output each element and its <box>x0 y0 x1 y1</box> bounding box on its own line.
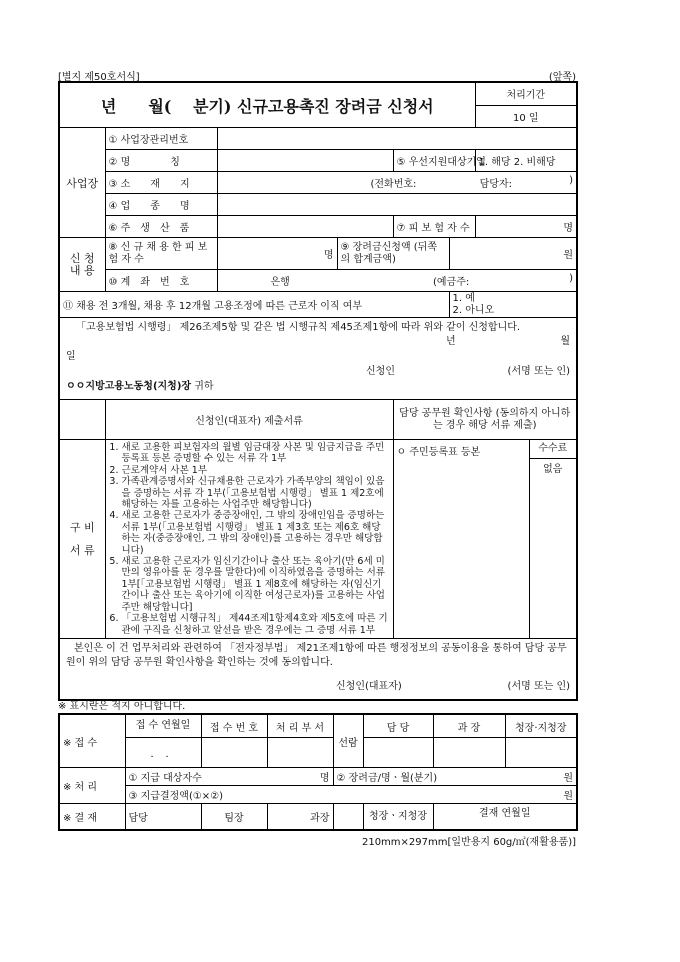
consent-block <box>59 638 577 700</box>
new-hires-input[interactable]: 명 <box>217 238 337 270</box>
official-docs-header: 담당 공무원 확인사항 (동의하지 아니하는 경우 해당 서류 제출) <box>393 400 577 440</box>
holder-label: (예금주: <box>433 277 470 288</box>
receipt-date-label: 접 수 연월일 <box>125 714 201 738</box>
doc-item-2: 2. 근로계약서 사본 1부 <box>122 465 389 476</box>
fee-cell <box>529 440 577 639</box>
documents-section-label: 구 비 서 류 <box>59 440 105 639</box>
q11-option-yes[interactable]: 1. 예 <box>452 292 475 304</box>
recipient-line <box>66 380 570 396</box>
pay-count[interactable] <box>125 768 333 786</box>
subsidy-amount-input[interactable]: 원 <box>449 238 577 270</box>
account-close: ) <box>569 273 574 284</box>
label-business-number: ① 사업장관리번호 <box>105 128 217 150</box>
approval-date[interactable]: 결재 연월일 <box>433 804 577 830</box>
label-priority: ⑤ 우선지원대상기업 <box>393 150 475 172</box>
chief-label: 과 장 <box>433 714 505 738</box>
approval-charge-label: 담당 <box>128 813 148 825</box>
dept-label: 처 리 부 서 <box>267 714 333 738</box>
dept-input[interactable] <box>267 738 333 768</box>
business-number-input[interactable] <box>217 128 577 150</box>
address-close: ) <box>569 175 574 186</box>
consent-text: 본인은 이 건 업무처리와 관련하여 「전자정부법」 제21조제1항에 따른 행정정보의 공동이용을 통하여 담당 공무원이 위의 담당 공무원 확인사항을 확인하는 것에 동의합니다. <box>66 642 567 668</box>
approval-head[interactable]: 청장ㆍ지청장 <box>363 804 433 830</box>
page-side: (앞쪽) <box>548 72 576 83</box>
docs-list <box>106 442 393 636</box>
charge-label: 담 당 <box>363 714 433 738</box>
label-business-name: ② 명 칭 <box>105 150 217 172</box>
recipient: ㅇㅇ지방고용노동청(지청)장 <box>66 381 192 392</box>
receipt-label: ※ 접 수 <box>59 714 125 768</box>
doc-item-3: 3. 가족관계증명서와 신규채용한 근로자가 가족부양의 책임이 있음을 증명하는 서류 각 1부(「고용보험법 시행령」 별표 1 제2호에 해당하는 자를 고용하는 사업주만 해당합니다) <box>122 476 389 510</box>
office-note: ※ 표시란은 적지 아니합니다. <box>58 700 186 712</box>
decision-label: ③ 지급결정액(①×②) <box>128 791 224 803</box>
chief-sign[interactable] <box>433 738 505 768</box>
declaration-block <box>59 318 577 400</box>
head-sign[interactable] <box>505 738 577 768</box>
manager-label: 담당자: <box>479 179 512 190</box>
label-product: ⑥ 주 생 산 품 <box>105 216 217 238</box>
label-account: ⑩ 계 좌 번 호 <box>105 270 217 292</box>
declaration-text: 「고용보험법 시행령」 제26조제5항 및 같은 법 시행규칙 제45조제1항에 따라 위와 같이 신청합니다. <box>76 322 521 333</box>
approval-charge[interactable] <box>125 804 201 830</box>
consent-sign[interactable]: (서명 또는 인) <box>507 680 571 692</box>
approval-chief[interactable]: 과장 <box>267 804 333 830</box>
application-form <box>58 68 576 848</box>
address-input[interactable] <box>217 172 577 194</box>
applicant-label: 신청인 <box>366 366 395 377</box>
approval-label: ※ 결 재 <box>59 804 125 830</box>
label-address: ③ 소 재 지 <box>105 172 217 194</box>
receipt-date-input[interactable]: ． ． <box>125 738 201 768</box>
paper-spec: 210mm×297mm[일반용지 60g/㎡(재활용품)] <box>361 836 576 848</box>
elect-label: 선람 <box>333 714 363 768</box>
label-new-hires: ⑧ 신 규 채 용 한 피 보 험 자 수 <box>105 238 217 270</box>
pay-amount-unit: 원 <box>563 773 573 785</box>
label-industry: ④ 업 종 명 <box>105 194 217 216</box>
label-subsidy-amount: ⑨ 장려금신청액 (뒤쪽의 합계금액) <box>337 238 449 270</box>
head-label: 청장·지청장 <box>505 714 577 738</box>
pay-amount[interactable] <box>333 768 577 786</box>
date-day: 일 <box>66 351 76 362</box>
priority-options[interactable]: 1. 해당 2. 비해당 <box>475 150 577 172</box>
applicant-docs-header: 신청인(대표자) 제출서류 <box>105 400 393 440</box>
form-title: 년 월( 분기) 신규고용촉진 장려금 신청서 <box>59 82 475 128</box>
receipt-no-label: 접 수 번 호 <box>201 714 267 738</box>
application-section-label: 신 청 내 용 <box>59 238 105 292</box>
account-input[interactable] <box>217 270 577 292</box>
pay-count-label: ① 지급 대상자수 <box>128 773 202 785</box>
label-insured: ⑦ 피 보 험 자 수 <box>393 216 475 238</box>
doc-item-5: 5. 새로 고용한 근로자가 임신기간이나 출산 또는 육아기(만 6세 미만의 영유아를 둔 경우를 말한다)에 이직하였음을 증명하는 서류 1부[「고용보험법 시행령」 별표 1 제8호에 해당하는 자(임신기간이나 출산 또는 육아기에 이직한 여성근로자)를 고용하는 사업주만 해당합니다] <box>122 556 389 613</box>
fee-label: 수수료 <box>530 440 577 459</box>
documents-corner <box>59 400 105 440</box>
process-label: ※ 처 리 <box>59 768 125 804</box>
insured-input[interactable]: 명 <box>475 216 577 238</box>
form-code: [별지 제50호서식] <box>58 72 140 83</box>
pay-count-unit: 명 <box>319 773 330 785</box>
question-11: ⑪ 채용 전 3개월, 채용 후 12개월 고용조정에 따른 근로자 이직 여부 <box>59 292 449 318</box>
doc-item-4: 4. 새로 고용한 근로자가 중증장애인, 그 밖의 장애인임을 증명하는 서류 1부(「고용보험법 시행령」 별표 1 제3호 또는 제6호 해당하는 자(중증장애인, 그 밖의 장애인)를 고용하는 경우만 해당합니다) <box>122 510 389 556</box>
q11-option-no[interactable]: 2. 아니오 <box>452 304 495 316</box>
date-year: 년 <box>446 336 456 347</box>
business-section-label: 사업장 <box>59 128 105 238</box>
phone-label: (전화번호: <box>370 179 417 190</box>
pay-amount-label: ② 장려금/명ㆍ월(분기) <box>336 773 438 785</box>
question-11-options[interactable] <box>449 292 577 318</box>
applicant-sign[interactable]: (서명 또는 인) <box>507 366 571 377</box>
receipt-no-input[interactable] <box>201 738 267 768</box>
product-input[interactable] <box>217 216 393 238</box>
business-name-input[interactable] <box>217 150 393 172</box>
declaration-date <box>66 335 570 350</box>
fee-value: 없음 <box>543 464 563 475</box>
decision-amount[interactable] <box>125 786 577 804</box>
main-form-table <box>58 81 578 701</box>
decision-unit: 원 <box>563 791 573 803</box>
processing-label: 처리기간 <box>475 82 577 105</box>
office-table <box>58 713 578 831</box>
official-item: ㅇ 주민등록표 등본 <box>393 440 529 639</box>
charge-sign[interactable] <box>363 738 433 768</box>
applicant-docs-list <box>105 440 393 639</box>
consent-signer: 신청인(대표자) <box>336 680 402 692</box>
consent-sign-line <box>66 670 570 696</box>
processing-value: 10 일 <box>475 105 577 127</box>
recipient-suffix: 귀하 <box>194 381 214 392</box>
bank-label: 은행 <box>270 277 290 288</box>
doc-item-6: 6. 「고용보험법 시행규칙」 제44조제1항제4호와 제5호에 따른 기관에 구직을 신청하고 알선을 받은 경우에는 그 증명 서류 1부 <box>122 613 389 636</box>
date-month: 월 <box>560 336 571 347</box>
doc-item-1: 1. 새로 고용한 피보험자의 월별 임금대장 사본 및 임금지급을 주민등록표 등본 증명할 수 있는 서류 각 1부 <box>122 442 389 465</box>
industry-input[interactable] <box>217 194 577 216</box>
applicant-line <box>66 365 570 380</box>
approval-team[interactable]: 팀장 <box>201 804 267 830</box>
